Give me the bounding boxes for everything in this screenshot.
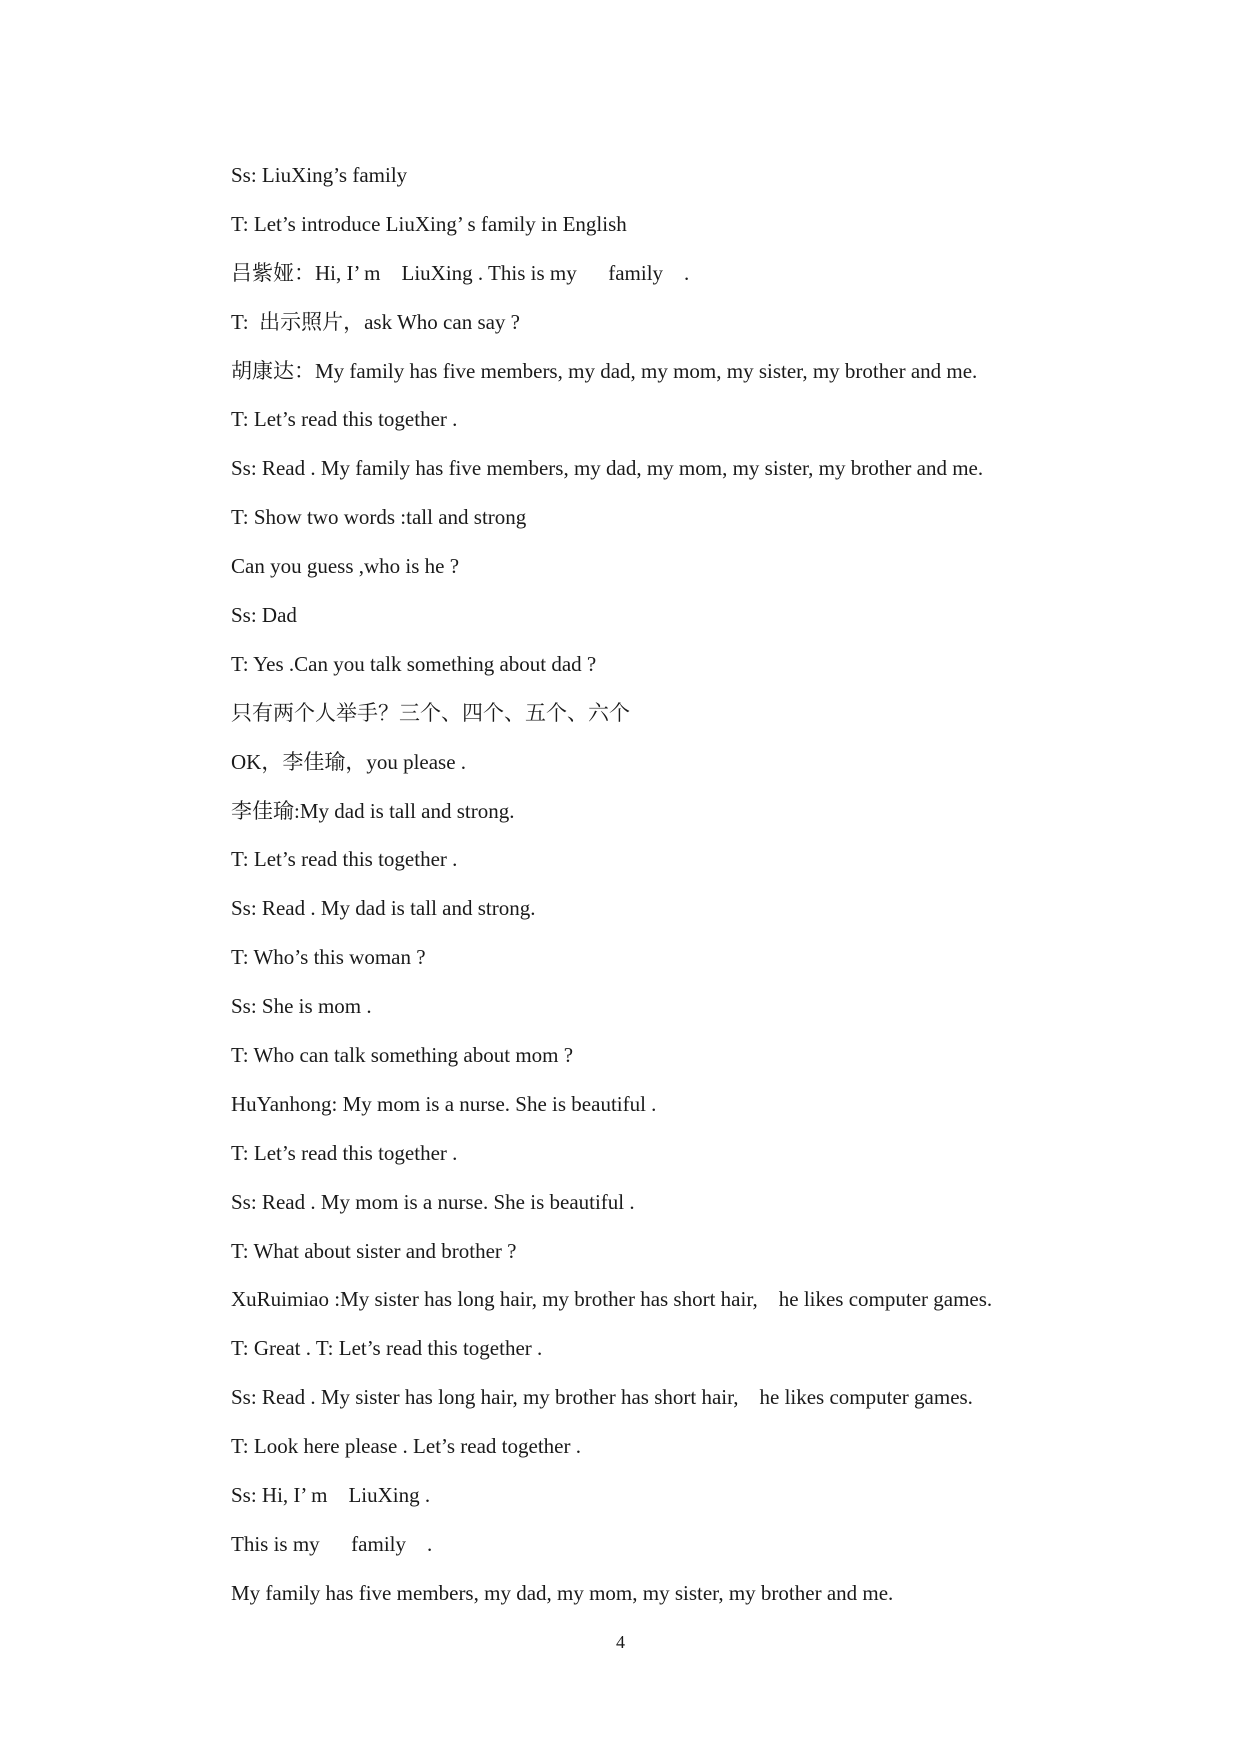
text-line: HuYanhong: My mom is a nurse. She is beautiful .	[231, 1091, 657, 1116]
text-line: Ss: Read . My sister has long hair, my brother has short hair, he likes computer games.	[231, 1385, 973, 1410]
text-line: T: Let’s read this together .	[231, 847, 458, 872]
text-line: T: Let’s read this together .	[231, 407, 458, 432]
text-line: Ss: Read . My dad is tall and strong.	[231, 896, 536, 921]
text-line: 吕紫娅：Hi, I’ m LiuXing . This is my family .	[231, 260, 690, 285]
text-line: 李佳瑜:My dad is tall and strong.	[231, 798, 515, 823]
text-line: T: Look here please . Let’s read together .	[231, 1434, 581, 1459]
text-line: T: Let’s read this together .	[231, 1140, 458, 1165]
text-line: 只有两个人举手？三个、四个、五个、六个	[231, 700, 630, 725]
text-line: Ss: Read . My family has five members, my dad, my mom, my sister, my brother and me.	[231, 456, 984, 481]
text-line: T: Show two words :tall and strong	[231, 505, 527, 530]
text-line: T: What about sister and brother ?	[231, 1238, 517, 1263]
page-number: 4	[616, 1632, 625, 1652]
text-line: Ss: Dad	[231, 603, 297, 628]
text-line: OK，李佳瑜，you please .	[231, 749, 467, 774]
text-line: Ss: Read . My mom is a nurse. She is beautiful .	[231, 1189, 635, 1214]
text-line: T: Who can talk something about mom ?	[231, 1043, 574, 1068]
text-line: T: Who’s this woman ?	[231, 945, 426, 970]
text-line: My family has five members, my dad, my mom, my sister, my brother and me.	[231, 1580, 894, 1605]
text-line: Can you guess ,who is he ?	[231, 554, 460, 579]
text-line: T: Yes .Can you talk something about dad ?	[231, 651, 597, 676]
text-line: Ss: Hi, I’ m LiuXing .	[231, 1483, 431, 1508]
text-line: This is my family .	[231, 1531, 433, 1556]
text-line: T: 出示照片，ask Who can say ?	[231, 309, 521, 334]
text-line: Ss: LiuXing’s family	[231, 163, 408, 187]
text-line: T: Let’s introduce LiuXing’ s family in English	[231, 211, 627, 236]
text-line: Ss: She is mom .	[231, 994, 372, 1019]
text-line: T: Great . T: Let’s read this together .	[231, 1336, 543, 1361]
dialogue-text	[231, 158, 1131, 1625]
text-line: XuRuimiao :My sister has long hair, my brother has short hair, he likes computer games.	[231, 1287, 993, 1312]
text-line: 胡康达：My family has five members, my dad, my mom, my sister, my brother and me.	[231, 358, 978, 383]
